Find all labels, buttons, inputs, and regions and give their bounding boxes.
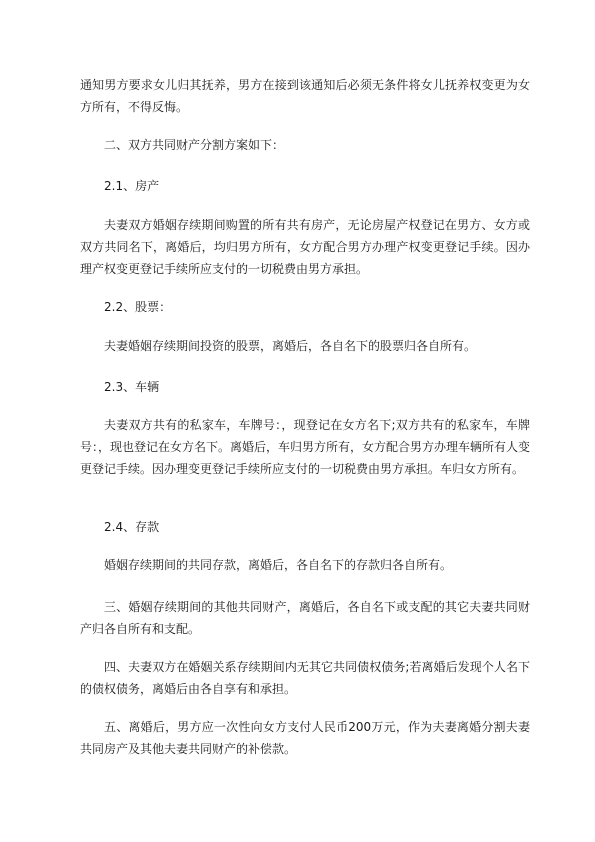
heading-stocks: 2.2、股票： (104, 300, 172, 314)
paragraph-debts: 四、夫妻双方在婚姻关系存续期间内无其它共同债权债务;若离婚后发现个人名下的债权债务，离婚后由各自享有和承担。 (80, 660, 530, 696)
heading-house: 2.1、房产 (104, 179, 160, 193)
heading-vehicles: 2.3、车辆 (104, 380, 160, 394)
heading-property-division: 二、双方共同财产分割方案如下： (104, 138, 285, 152)
paragraph-compensation: 五、离婚后，男方应一次性向女方支付人民币200万元，作为夫妻离婚分割夫妻共同房产及其他夫妻共同财产的补偿款。 (80, 720, 530, 756)
paragraph-other-property: 三、婚姻存续期间的其他共同财产，离婚后，各自名下或支配的其它夫妻共同财产归各自所有和支配。 (80, 600, 530, 636)
paragraph-custody-continuation: 通知男方要求女儿归其抚养，男方在接到该通知后必须无条件将女儿抚养权变更为女方所有，不得反悔。 (80, 78, 530, 114)
heading-deposits: 2.4、存款 (104, 520, 160, 534)
paragraph-stocks: 夫妻婚姻存续期间投资的股票，离婚后，各自名下的股票归各自所有。 (104, 339, 477, 353)
paragraph-deposits: 婚姻存续期间的共同存款，离婚后，各自名下的存款归各自所有。 (104, 558, 453, 572)
paragraph-house: 夫妻双方婚姻存续期间购置的所有共有房产，无论房屋产权登记在男方、女方或双方共同名下，离婚后，均归男方所有，女方配合男方办理产权变更登记手续。因办理产权变更登记手续所应支付的一切税费由男方承担。 (80, 218, 530, 276)
paragraph-vehicles: 夫妻双方共有的私家车，车牌号：，现登记在女方名下;双方共有的私家车，车牌号：，现也登记在女方名下。离婚后，车归男方所有，女方配合男方办理车辆所有人变更登记手续。因办理变更登记手续所应支付的一切税费由男方承担。车归女方所有。 (80, 418, 531, 476)
